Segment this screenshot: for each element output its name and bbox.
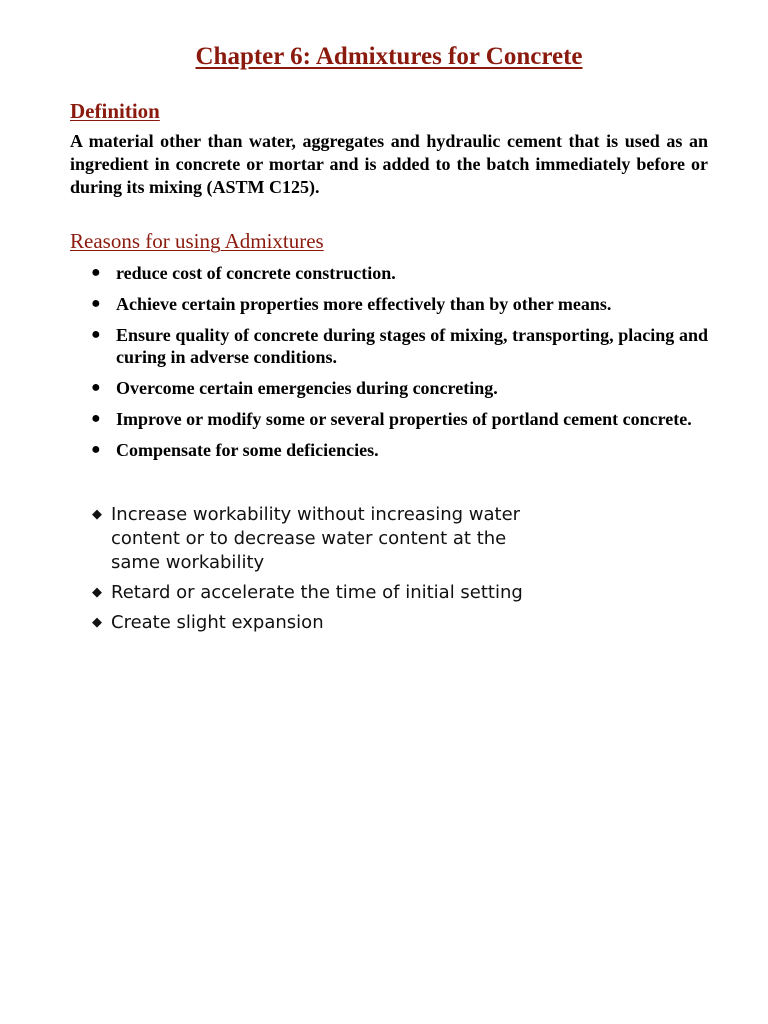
reason-text: Improve or modify some or several properties of portland cement concrete.	[116, 409, 692, 429]
reasons-heading	[70, 229, 324, 254]
list-item	[70, 377, 708, 399]
definition-text: A material other than water, aggregates and hydraulic cement that is used as an ingredient in concrete or mortar and is added to the batch immediately before or during its mixing (ASTM C125).	[70, 131, 708, 197]
list-item	[92, 503, 552, 575]
reason-text: Overcome certain emergencies during concreting.	[116, 378, 498, 398]
diamond-icon: ◆	[92, 585, 102, 600]
list-item	[70, 324, 708, 368]
list-item	[70, 408, 708, 430]
diamond-icon: ◆	[92, 615, 102, 630]
effect-text: Increase workability without increasing water content or to decrease water content at the same workability	[111, 504, 521, 573]
definition-heading	[70, 99, 160, 124]
bullet-dot-icon: ●	[91, 379, 101, 396]
reason-text: Ensure quality of concrete during stages of mixing, transporting, placing and curing in adverse conditions.	[116, 325, 708, 367]
list-item	[70, 262, 708, 284]
diamond-icon: ◆	[92, 507, 102, 522]
effects-list	[92, 503, 552, 641]
reason-text: reduce cost of concrete construction.	[116, 263, 396, 283]
list-item	[92, 581, 552, 605]
bullet-dot-icon: ●	[91, 441, 101, 458]
bullet-dot-icon: ●	[91, 410, 101, 427]
reasons-heading-text: Reasons for using Admixtures	[70, 229, 324, 253]
bullet-dot-icon: ●	[91, 295, 101, 312]
bullet-dot-icon: ●	[91, 326, 101, 343]
bullet-dot-icon: ●	[91, 264, 101, 281]
page-title-text: Chapter 6: Admixtures for Concrete	[195, 43, 583, 70]
list-item	[70, 293, 708, 315]
effect-text: Create slight expansion	[111, 612, 324, 633]
effect-text: Retard or accelerate the time of initial setting	[111, 582, 523, 603]
reason-text: Achieve certain properties more effectively than by other means.	[116, 294, 612, 314]
definition-heading-text: Definition	[70, 99, 160, 123]
reason-text: Compensate for some deficiencies.	[116, 440, 379, 460]
page-title	[0, 43, 768, 71]
reasons-list	[70, 262, 708, 470]
list-item	[92, 611, 552, 635]
list-item	[70, 439, 708, 461]
